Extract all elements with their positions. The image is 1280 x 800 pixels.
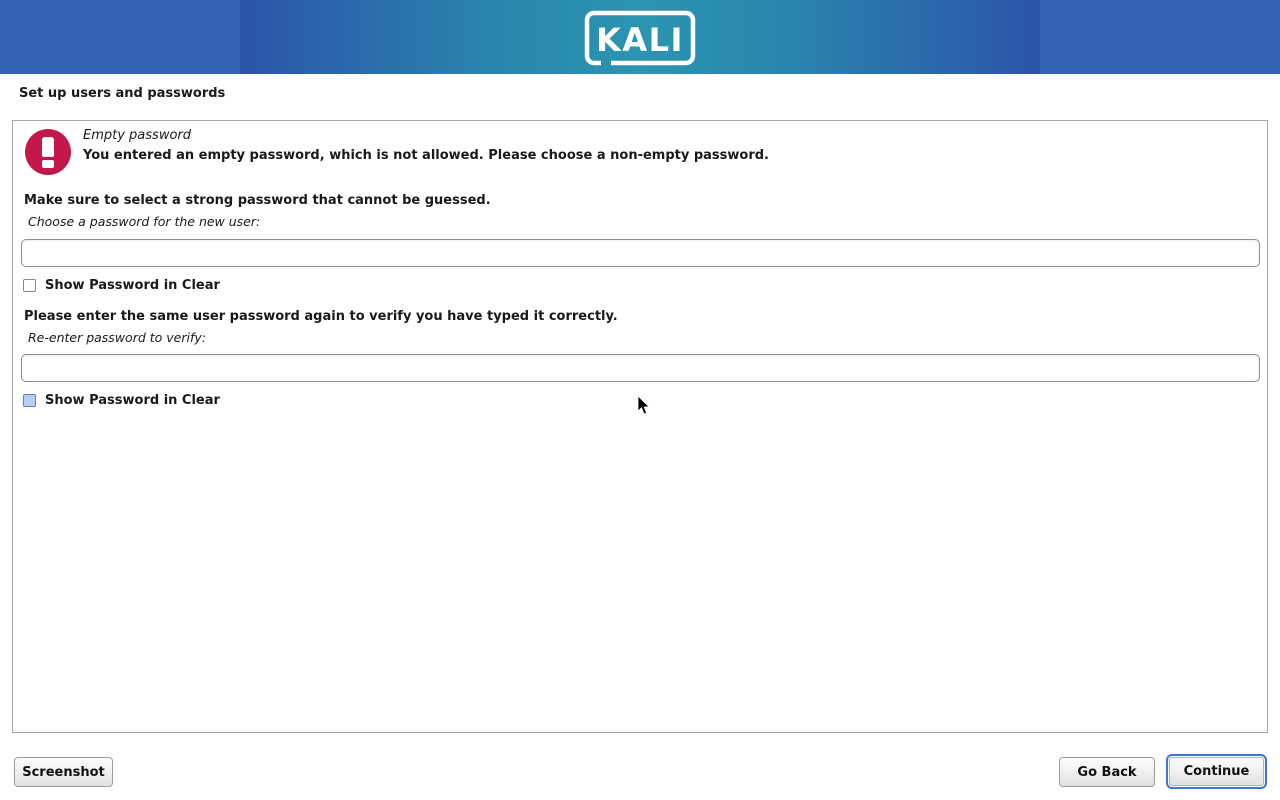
- mouse-cursor: [637, 396, 650, 416]
- continue-button[interactable]: [1166, 754, 1267, 789]
- go-back-button[interactable]: Go Back: [1059, 757, 1155, 787]
- show-password-label-2: Show Password in Clear: [45, 392, 220, 408]
- screenshot-button[interactable]: Screenshot: [14, 757, 113, 787]
- content-panel: [12, 120, 1268, 733]
- show-password-checkbox-row-2[interactable]: [23, 392, 220, 408]
- error-message: You entered an empty password, which is not allowed. Please choose a non-empty password.: [83, 148, 769, 163]
- show-password-checkbox-row-1[interactable]: [23, 277, 220, 293]
- show-password-label-1: Show Password in Clear: [45, 277, 220, 293]
- show-password-checkbox-1[interactable]: [23, 279, 36, 292]
- kali-banner: [0, 0, 1280, 74]
- kali-logo-text: KALI: [596, 21, 684, 59]
- error-icon-exclamation-bar: [42, 137, 54, 157]
- page-title: Set up users and passwords: [19, 86, 226, 101]
- show-password-checkbox-2[interactable]: [23, 394, 36, 407]
- kali-logo: [580, 7, 700, 69]
- verify-instruction: Please enter the same user password again to verify you have typed it correctly.: [24, 309, 618, 324]
- password-input[interactable]: [21, 239, 1260, 267]
- error-title: Empty password: [83, 128, 191, 143]
- password-field-label: Choose a password for the new user:: [28, 214, 261, 229]
- verify-field-label: Re-enter password to verify:: [28, 330, 206, 345]
- error-icon-exclamation-dot: [42, 160, 54, 168]
- error-icon: [25, 129, 71, 175]
- verify-password-input[interactable]: [21, 354, 1260, 382]
- continue-button-label: Continue: [1169, 757, 1264, 786]
- password-instruction: Make sure to select a strong password that cannot be guessed.: [24, 193, 491, 208]
